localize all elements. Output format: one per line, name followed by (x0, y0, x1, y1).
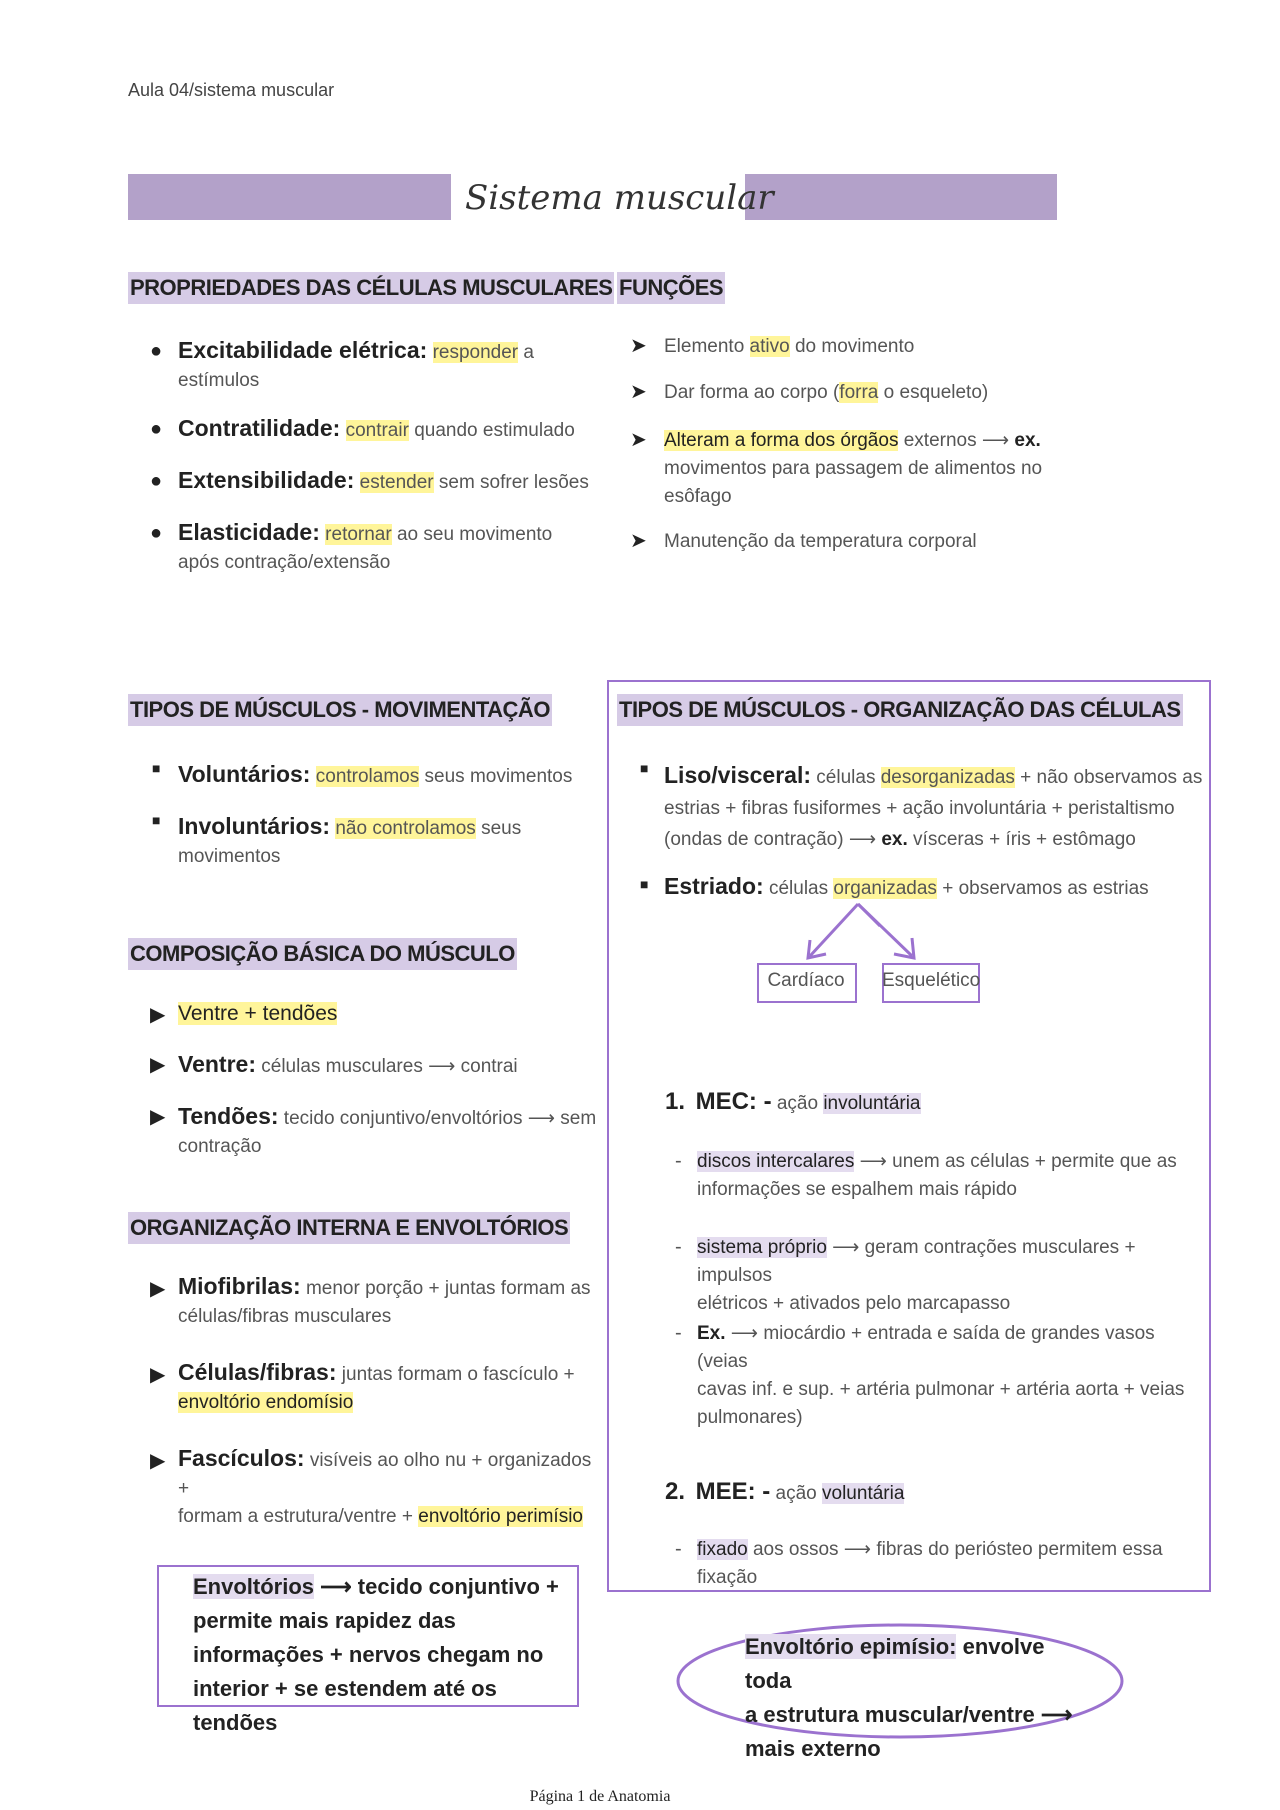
arrow-bullet-icon: ➤ (630, 530, 647, 552)
mec-item-3: Ex. ⟶ miocárdio + entrada e saída de grandes vasos (veias cavas inf. e sup. + artéria pulmonar + artéria aorta + veias pulmonares) (697, 1323, 1185, 1428)
square-bullet: ■ (152, 760, 161, 776)
heading-composicao: COMPOSIÇÃO BÁSICA DO MÚSCULO (128, 938, 517, 970)
org-celulas-fibras: Células/fibras: juntas formam o fascículo + envoltório endomísio (178, 1359, 575, 1413)
bullet-dot: ● (150, 418, 163, 440)
page-footer: Página 1 de Anatomia (529, 1788, 671, 1805)
bullet-dot: ● (150, 522, 163, 544)
square-bullet: ■ (640, 876, 649, 892)
org-miofibrilas: Miofibrilas: menor porção + juntas formam as células/fibras musculares (178, 1273, 591, 1327)
heading-propriedades: PROPRIEDADES DAS CÉLULAS MUSCULARES (128, 272, 614, 304)
square-bullet: ■ (152, 812, 161, 828)
dash-bullet: - (675, 1322, 682, 1344)
dash-bullet: - (675, 1236, 682, 1258)
esqueletico-label: Esquelético (882, 970, 981, 991)
branch-arrow-right (850, 900, 930, 962)
mee-title: 2. MEE: - ação voluntária (665, 1478, 905, 1505)
prop-excitabilidade: Excitabilidade elétrica: responder a estímulos (178, 337, 534, 391)
tipo-liso: Liso/visceral: células desorganizadas + não observamos as estrias + fibras fusiformes + ação involuntária + peristaltismo (ondas de contração) ⟶ ex. vísceras + íris + estômago (664, 762, 1203, 850)
title-bar-left (128, 174, 451, 220)
triangle-bullet-icon: ▶ (150, 1054, 166, 1076)
heading-funcoes: FUNÇÕES (617, 272, 725, 304)
cardiaco-label: Cardíaco (767, 970, 845, 991)
mec-title: 1. MEC: - ação involuntária (665, 1088, 921, 1115)
mec-item-2: sistema próprio ⟶ geram contrações musculares + impulsos elétricos + ativados pelo marcapasso (697, 1237, 1136, 1314)
bullet-dot: ● (150, 340, 163, 362)
triangle-bullet-icon: ▶ (150, 1004, 166, 1026)
mee-item-1: fixado aos ossos ⟶ fibras do periósteo permitem essa fixação (697, 1539, 1163, 1588)
funcao-4: Manutenção da temperatura corporal (664, 531, 977, 552)
composicao-2: Ventre: células musculares ⟶ contrai (178, 1051, 518, 1077)
dash-bullet: - (675, 1150, 682, 1172)
prop-contratilidade: Contratilidade: contrair quando estimulado (178, 415, 575, 441)
envoltorios-text: Envoltórios ⟶ tecido conjuntivo + permite mais rapidez das informações + nervos chegam no interior + se estendem até os tendões (193, 1574, 559, 1735)
arrow-bullet-icon: ➤ (630, 429, 647, 451)
heading-organizacao-celulas: TIPOS DE MÚSCULOS - ORGANIZAÇÃO DAS CÉLULAS (617, 694, 1183, 726)
square-bullet: ■ (640, 760, 649, 776)
prop-extensibilidade: Extensibilidade: estender sem sofrer lesões (178, 467, 589, 493)
composicao-3: Tendões: tecido conjuntivo/envoltórios ⟶ sem contração (178, 1103, 597, 1157)
funcao-2: Dar forma ao corpo (forra o esqueleto) (664, 382, 989, 403)
prop-elasticidade: Elasticidade: retornar ao seu movimento após contração/extensão (178, 519, 553, 573)
triangle-bullet-icon: ▶ (150, 1450, 166, 1472)
title-bar-right (745, 174, 1057, 220)
heading-organizacao-interna: ORGANIZAÇÃO INTERNA E ENVOLTÓRIOS (128, 1212, 570, 1244)
page-header: Aula 04/sistema muscular (128, 80, 335, 100)
arrow-bullet-icon: ➤ (630, 381, 647, 403)
arrow-bullet-icon: ➤ (630, 335, 647, 357)
dash-bullet: - (675, 1538, 682, 1560)
org-fasciculos: Fascículos: visíveis ao olho nu + organizados + formam a estrutura/ventre + envoltório perimísio (178, 1445, 592, 1527)
composicao-1: Ventre + tendões (178, 1002, 338, 1025)
funcao-1: Elemento ativo do movimento (664, 336, 915, 357)
triangle-bullet-icon: ▶ (150, 1106, 166, 1128)
page-title: Sistema muscular (465, 178, 774, 218)
bullet-dot: ● (150, 470, 163, 492)
tipo-involuntarios: Involuntários: não controlamos seus movimentos (178, 813, 522, 867)
heading-movimentacao: TIPOS DE MÚSCULOS - MOVIMENTAÇÃO (128, 694, 552, 726)
funcao-3: Alteram a forma dos órgãos externos ⟶ ex. movimentos para passagem de alimentos no esôfago (664, 430, 1043, 507)
triangle-bullet-icon: ▶ (150, 1364, 166, 1386)
triangle-bullet-icon: ▶ (150, 1278, 166, 1300)
tipo-voluntarios: Voluntários: controlamos seus movimentos (178, 761, 573, 787)
mec-item-1: discos intercalares ⟶ unem as células + permite que as informações se espalhem mais rápido (697, 1151, 1177, 1200)
epimisio-text: Envoltório epimísio: envolve toda a estrutura muscular/ventre ⟶ mais externo (745, 1634, 1073, 1761)
tipo-estriado: Estriado: células organizadas + observamos as estrias (664, 873, 1149, 899)
